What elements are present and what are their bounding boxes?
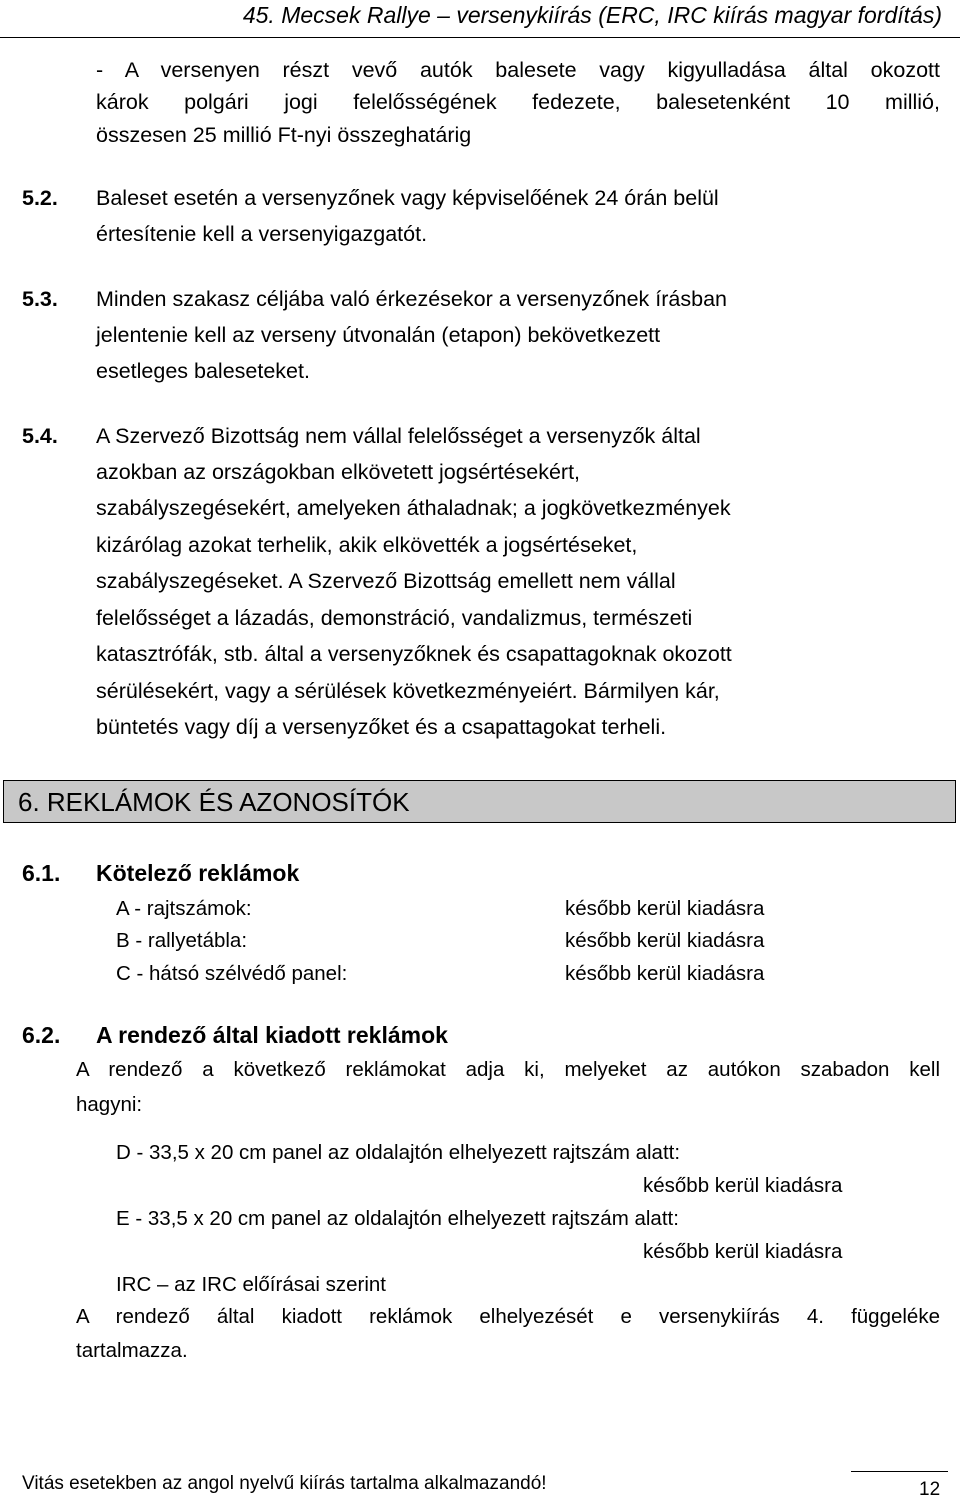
ad-label: B - rallyetábla: xyxy=(116,929,248,952)
subsection-number-6-2: 6.2. xyxy=(22,1022,61,1048)
ad-value: később kerül kiadásra xyxy=(565,897,765,920)
intro-line: - A versenyen részt vevő autók balesete vagy kigyulladása által okozott xyxy=(96,58,940,82)
paragraph-line: kizárólag azokat terhelik, akik elkövették a jogsértéseket, xyxy=(96,533,638,557)
paragraph-line: Minden szakasz céljába való érkezésekor a versenyzőnek írásban xyxy=(96,287,727,311)
ad-item-e-value: később kerül kiadásra xyxy=(643,1240,843,1263)
subsection-title-6-1: Kötelező reklámok xyxy=(96,860,300,886)
paragraph-number-5-4: 5.4. xyxy=(22,424,58,448)
footer-note: Vitás esetekben az angol nyelvű kiírás tartalma alkalmazandó! xyxy=(22,1473,547,1494)
page-number: 12 xyxy=(919,1479,941,1500)
subsection-title-6-2: A rendező által kiadott reklámok xyxy=(96,1022,448,1048)
subsection-number-6-1: 6.1. xyxy=(22,860,61,886)
ad-label: C - hátsó szélvédő panel: xyxy=(116,962,348,985)
paragraph-number-5-2: 5.2. xyxy=(22,186,58,210)
paragraph-line: esetleges baleseteket. xyxy=(96,359,310,383)
ad-item-d: D - 33,5 x 20 cm panel az oldalajtón elhelyezett rajtszám alatt: xyxy=(116,1141,681,1164)
ad-item-irc: IRC – az IRC előírásai szerint xyxy=(116,1273,387,1296)
intro-line: károk polgári jogi felelősségének fedezete, balesetenként 10 millió, xyxy=(96,90,940,114)
paragraph-line: sérülésekért, vagy a sérülések következményeiért. Bármilyen kár, xyxy=(96,679,720,703)
paragraph-number-5-3: 5.3. xyxy=(22,287,58,311)
paragraph-line: szabályszegéseket. A Szervező Bizottság emellett nem vállal xyxy=(96,569,676,593)
paragraph-line: értesítenie kell a versenyigazgatót. xyxy=(96,222,428,246)
intro-line: A rendező a következő reklámokat adja ki, melyeket az autókon szabadon kell xyxy=(76,1058,940,1081)
outro-line: A rendező által kiadott reklámok elhelyezését e versenykiírás 4. függeléke xyxy=(76,1305,940,1328)
ad-label: A - rajtszámok: xyxy=(116,897,252,920)
paragraph-line: Baleset esetén a versenyzőnek vagy képviselőének 24 órán belül xyxy=(96,186,719,210)
paragraph-line: jelentenie kell az verseny útvonalán (etapon) bekövetkezett xyxy=(96,323,661,347)
ad-item-e: E - 33,5 x 20 cm panel az oldalajtón elhelyezett rajtszám alatt: xyxy=(116,1207,679,1230)
paragraph-line: felelősséget a lázadás, demonstráció, vandalizmus, természeti xyxy=(96,606,693,630)
header-title: 45. Mecsek Rallye – versenykiírás (ERC, IRC kiírás magyar fordítás) xyxy=(242,2,942,28)
footer-divider xyxy=(851,1471,948,1472)
section-heading-box xyxy=(3,780,956,823)
paragraph-line: A Szervező Bizottság nem vállal felelősséget a versenyzők által xyxy=(96,424,701,448)
intro-line: hagyni: xyxy=(76,1093,143,1116)
page-header xyxy=(0,0,960,38)
ad-item-d-value: később kerül kiadásra xyxy=(643,1174,843,1197)
paragraph-line: azokban az országokban elkövetett jogsértésekért, xyxy=(96,460,581,484)
paragraph-line: szabályszegésekért, amelyeken áthaladnak; a jogkövetkezmények xyxy=(96,496,731,520)
paragraph-line: katasztrófák, stb. által a versenyzőknek és csapattagoknak okozott xyxy=(96,642,732,666)
ad-value: később kerül kiadásra xyxy=(565,962,765,985)
ad-value: később kerül kiadásra xyxy=(565,929,765,952)
outro-line: tartalmazza. xyxy=(76,1339,188,1362)
paragraph-line: büntetés vagy díj a versenyzőket és a csapattagokat terheli. xyxy=(96,715,667,739)
section-heading: 6. REKLÁMOK ÉS AZONOSÍTÓK xyxy=(18,787,410,817)
intro-line: összesen 25 millió Ft-nyi összeghatárig xyxy=(96,123,472,147)
